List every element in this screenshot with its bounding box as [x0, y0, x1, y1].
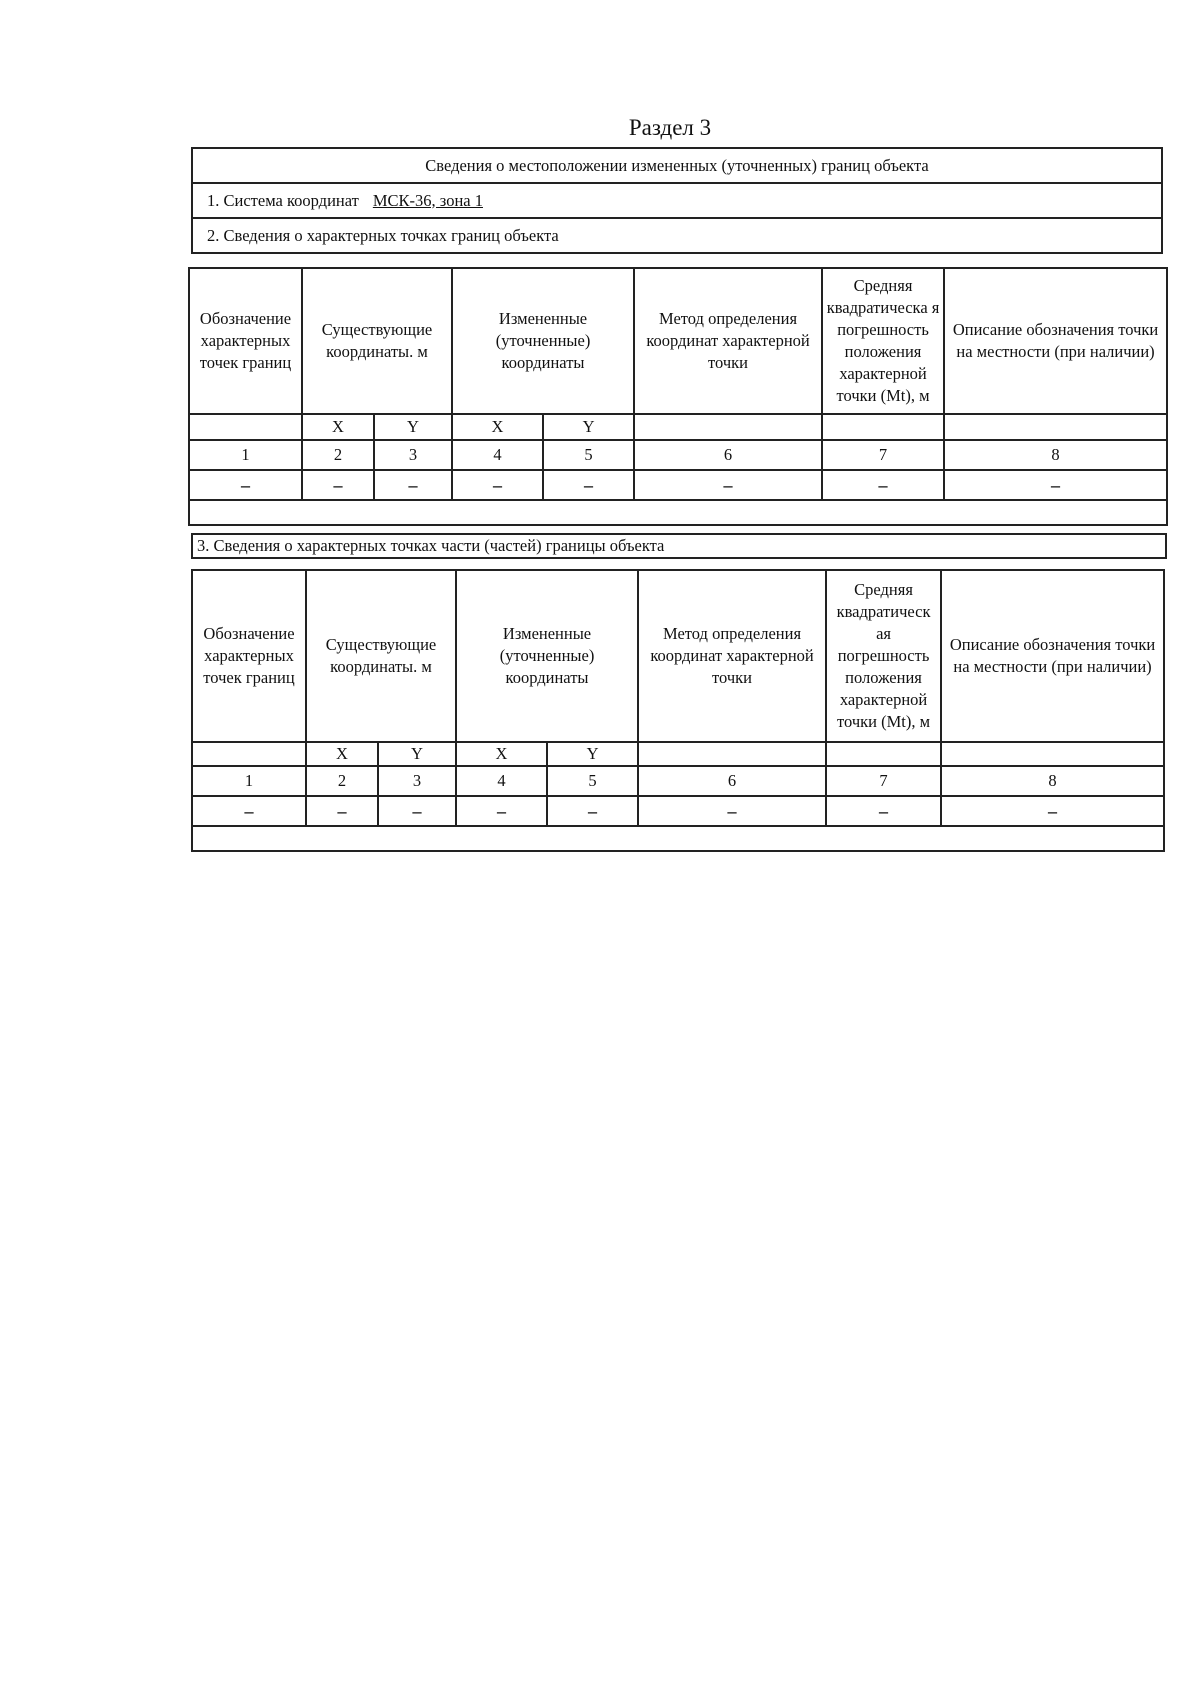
column-number: 6	[638, 766, 826, 796]
sub-x: X	[306, 742, 378, 766]
column-number: 2	[306, 766, 378, 796]
dash-cell: –	[543, 470, 634, 500]
column-number: 5	[543, 440, 634, 470]
header-description: Описание обозначения точки на местности (при наличии)	[941, 570, 1164, 742]
sub-empty	[638, 742, 826, 766]
column-number: 1	[189, 440, 302, 470]
part-boundary-points-table	[191, 569, 1165, 852]
column-number: 5	[547, 766, 638, 796]
header-method: Метод определения координат характерной точки	[638, 570, 826, 742]
dash-cell: –	[826, 796, 941, 826]
dash-cell: –	[941, 796, 1164, 826]
dash-cell: –	[822, 470, 944, 500]
empty-row	[189, 500, 1167, 525]
sub-y: Y	[378, 742, 456, 766]
dash-cell: –	[944, 470, 1167, 500]
dash-cell: –	[638, 796, 826, 826]
coord-system-row	[192, 183, 1162, 218]
column-number: 6	[634, 440, 822, 470]
header-error: Средняя квадратическа я погрешность положения характерной точки (Mt), м	[822, 268, 944, 414]
sub-empty	[826, 742, 941, 766]
column-number: 3	[374, 440, 452, 470]
column-number: 4	[452, 440, 543, 470]
sub-x: X	[302, 414, 374, 440]
header-existing-coords: Существующие координаты. м	[306, 570, 456, 742]
header-error: Средняя квадратическ ая погрешность положения характерной точки (Mt), м	[826, 570, 941, 742]
sub-empty	[822, 414, 944, 440]
column-number: 8	[941, 766, 1164, 796]
sub-empty	[192, 742, 306, 766]
section3-heading: 3. Сведения о характерных точках части (частей) границы объекта	[191, 533, 1167, 559]
object-info-table	[191, 147, 1163, 254]
dash-cell: –	[192, 796, 306, 826]
boundary-points-table	[188, 267, 1168, 526]
header-changed-coords: Измененные (уточненные) координаты	[456, 570, 638, 742]
header-description: Описание обозначения точки на местности (при наличии)	[944, 268, 1167, 414]
header-existing-coords: Существующие координаты. м	[302, 268, 452, 414]
header-changed-coords: Измененные (уточненные) координаты	[452, 268, 634, 414]
dash-cell: –	[452, 470, 543, 500]
dash-cell: –	[634, 470, 822, 500]
sub-y: Y	[374, 414, 452, 440]
dash-cell: –	[547, 796, 638, 826]
column-number: 1	[192, 766, 306, 796]
column-number: 2	[302, 440, 374, 470]
coord-system-value: МСК-36, зона 1	[372, 190, 483, 210]
sub-empty	[634, 414, 822, 440]
sub-x: X	[452, 414, 543, 440]
empty-row	[192, 826, 1164, 851]
dash-cell: –	[374, 470, 452, 500]
sub-empty	[941, 742, 1164, 766]
header-method: Метод определения координат характерной точки	[634, 268, 822, 414]
sub-empty	[189, 414, 302, 440]
sub-x: X	[456, 742, 547, 766]
header-point-designation: Обозначение характерных точек границ	[189, 268, 302, 414]
column-number: 7	[822, 440, 944, 470]
sub-empty	[944, 414, 1167, 440]
column-number: 7	[826, 766, 941, 796]
coord-system-label: 1. Система координат	[207, 190, 359, 210]
points-heading: 2. Сведения о характерных точках границ объекта	[192, 218, 1162, 253]
sub-y: Y	[543, 414, 634, 440]
column-number: 3	[378, 766, 456, 796]
column-number: 8	[944, 440, 1167, 470]
dash-cell: –	[456, 796, 547, 826]
dash-cell: –	[306, 796, 378, 826]
section-title: Раздел 3	[628, 115, 712, 140]
dash-cell: –	[378, 796, 456, 826]
column-number: 4	[456, 766, 547, 796]
info-heading: Сведения о местоположении измененных (уточненных) границ объекта	[192, 148, 1162, 183]
dash-cell: –	[302, 470, 374, 500]
header-point-designation: Обозначение характерных точек границ	[192, 570, 306, 742]
sub-y: Y	[547, 742, 638, 766]
dash-cell: –	[189, 470, 302, 500]
